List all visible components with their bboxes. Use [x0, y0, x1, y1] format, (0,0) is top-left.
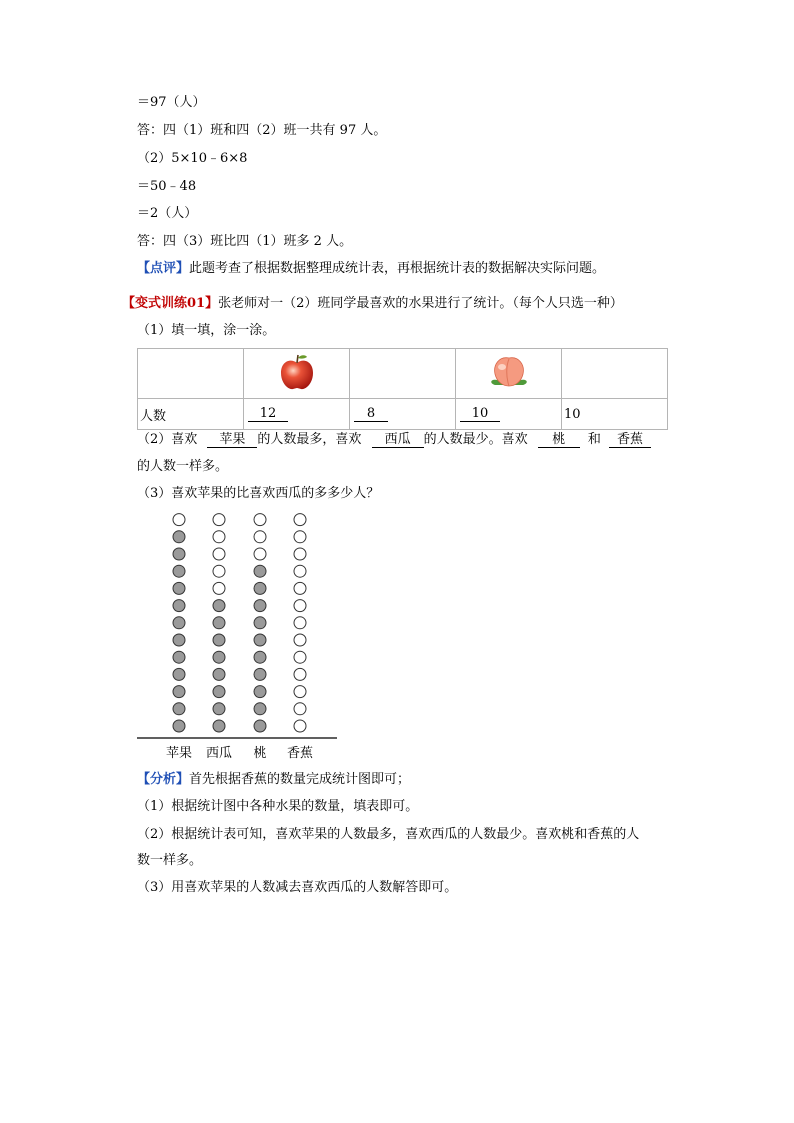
- filled-dot: [254, 617, 266, 629]
- peach-cell: [456, 349, 562, 399]
- q2-text: （2）喜欢: [137, 432, 198, 447]
- filled-dot: [213, 617, 225, 629]
- count-cell-banana: [562, 399, 668, 430]
- q2-text: 的人数最少。喜欢: [423, 432, 528, 447]
- question-2-cont: 的人数一样多。: [137, 459, 229, 474]
- watermelon-cell: [350, 349, 456, 399]
- filled-dot: [213, 600, 225, 612]
- filled-dot: [173, 703, 185, 715]
- analysis-tag: 【分析】: [137, 772, 190, 787]
- solution-answer: 答：四（1）班和四（2）班一共有 97 人。: [137, 123, 387, 138]
- analysis-heading: [137, 771, 410, 789]
- count-value: 10: [460, 407, 500, 422]
- solution-line: ＝50﹣48: [137, 179, 197, 194]
- exercise-text: 张老师对一（2）班同学最喜欢的水果进行了统计。（每个人只选一种）: [218, 296, 623, 311]
- filled-dot: [173, 548, 185, 560]
- q2-text: 的人数最多，喜欢: [257, 432, 362, 447]
- empty-dot: [213, 531, 225, 543]
- filled-dot: [213, 651, 225, 663]
- empty-dot: [294, 531, 306, 543]
- filled-dot: [173, 686, 185, 698]
- solution-line: ＝97（人）: [137, 95, 206, 110]
- banana-cell: [562, 349, 668, 399]
- empty-dot: [294, 703, 306, 715]
- empty-dot: [254, 531, 266, 543]
- filled-dot: [254, 686, 266, 698]
- apple-cell: [244, 349, 350, 399]
- fruit-dot-chart: [137, 508, 342, 770]
- empty-dot: [294, 582, 306, 594]
- table-row: [138, 349, 668, 399]
- filled-dot: [173, 720, 185, 732]
- exercise-tag: 【变式训练01】: [122, 296, 219, 311]
- category-label: 桃: [253, 746, 267, 761]
- filled-dot: [213, 686, 225, 698]
- filled-dot: [213, 668, 225, 680]
- solution-line: （2）5×10﹣6×8: [137, 151, 248, 166]
- filled-dot: [213, 703, 225, 715]
- filled-dot: [254, 720, 266, 732]
- row-label-text: 人数: [140, 408, 167, 424]
- empty-dot: [213, 548, 225, 560]
- count-value: 8: [354, 407, 388, 422]
- answer-blank: 桃: [538, 432, 580, 448]
- fruit-count-table: [137, 348, 668, 430]
- analysis-paragraph: （1）根据统计图中各种水果的数量，填表即可。: [137, 799, 419, 814]
- analysis-text: 首先根据香蕉的数量完成统计图即可；: [189, 772, 411, 787]
- empty-dot: [213, 565, 225, 577]
- analysis-paragraph: （2）根据统计表可知，喜欢苹果的人数最多，喜欢西瓜的人数最少。喜欢桃和香蕉的人: [137, 827, 640, 842]
- analysis-paragraph: （3）用喜欢苹果的人数减去喜欢西瓜的人数解答即可。: [137, 880, 458, 895]
- count-value: 12: [248, 407, 288, 422]
- empty-dot: [254, 514, 266, 526]
- answer-blank: 苹果: [207, 432, 257, 448]
- table-row: [138, 399, 668, 430]
- analysis-paragraph: 数一样多。: [137, 853, 203, 868]
- filled-dot: [173, 565, 185, 577]
- exercise-heading: [122, 295, 623, 313]
- empty-dot: [294, 634, 306, 646]
- filled-dot: [254, 582, 266, 594]
- empty-dot: [294, 686, 306, 698]
- filled-dot: [254, 651, 266, 663]
- answer-blank: 香蕉: [609, 432, 651, 448]
- category-label: 苹果: [165, 746, 193, 761]
- filled-dot: [173, 651, 185, 663]
- apple-icon: [277, 352, 317, 392]
- peach-icon: [487, 353, 531, 391]
- comment-tag: 【点评】: [137, 261, 190, 276]
- empty-dot: [173, 514, 185, 526]
- question-1: （1）填一填，涂一涂。: [137, 323, 276, 338]
- empty-dot: [294, 548, 306, 560]
- filled-dot: [254, 600, 266, 612]
- comment-paragraph: [137, 260, 605, 278]
- solution-line: ＝2（人）: [137, 206, 198, 221]
- table-cell-empty: [138, 349, 244, 399]
- empty-dot: [294, 720, 306, 732]
- filled-dot: [213, 720, 225, 732]
- q2-text: 和: [587, 432, 601, 447]
- filled-dot: [213, 634, 225, 646]
- filled-dot: [173, 668, 185, 680]
- category-label: 香蕉: [286, 746, 314, 761]
- count-cell-peach: [456, 399, 562, 430]
- filled-dot: [173, 531, 185, 543]
- empty-dot: [294, 617, 306, 629]
- answer-blank: 西瓜: [372, 432, 424, 448]
- row-label-count: [138, 399, 244, 430]
- question-2: [137, 431, 651, 449]
- filled-dot: [173, 634, 185, 646]
- empty-dot: [213, 514, 225, 526]
- count-cell-apple: [244, 399, 350, 430]
- filled-dot: [254, 634, 266, 646]
- question-3: （3）喜欢苹果的比喜欢西瓜的多多少人？: [137, 486, 380, 501]
- filled-dot: [254, 668, 266, 680]
- category-label: 西瓜: [205, 746, 233, 761]
- empty-dot: [294, 651, 306, 663]
- empty-dot: [294, 565, 306, 577]
- filled-dot: [173, 600, 185, 612]
- count-cell-watermelon: [350, 399, 456, 430]
- empty-dot: [213, 582, 225, 594]
- filled-dot: [254, 703, 266, 715]
- count-value: 10: [564, 406, 581, 422]
- filled-dot: [254, 565, 266, 577]
- solution-answer: 答：四（3）班比四（1）班多 2 人。: [137, 234, 353, 249]
- empty-dot: [294, 600, 306, 612]
- empty-dot: [294, 514, 306, 526]
- filled-dot: [173, 582, 185, 594]
- empty-dot: [294, 668, 306, 680]
- filled-dot: [173, 617, 185, 629]
- comment-text: 此题考查了根据数据整理成统计表，再根据统计表的数据解决实际问题。: [189, 261, 606, 276]
- empty-dot: [254, 548, 266, 560]
